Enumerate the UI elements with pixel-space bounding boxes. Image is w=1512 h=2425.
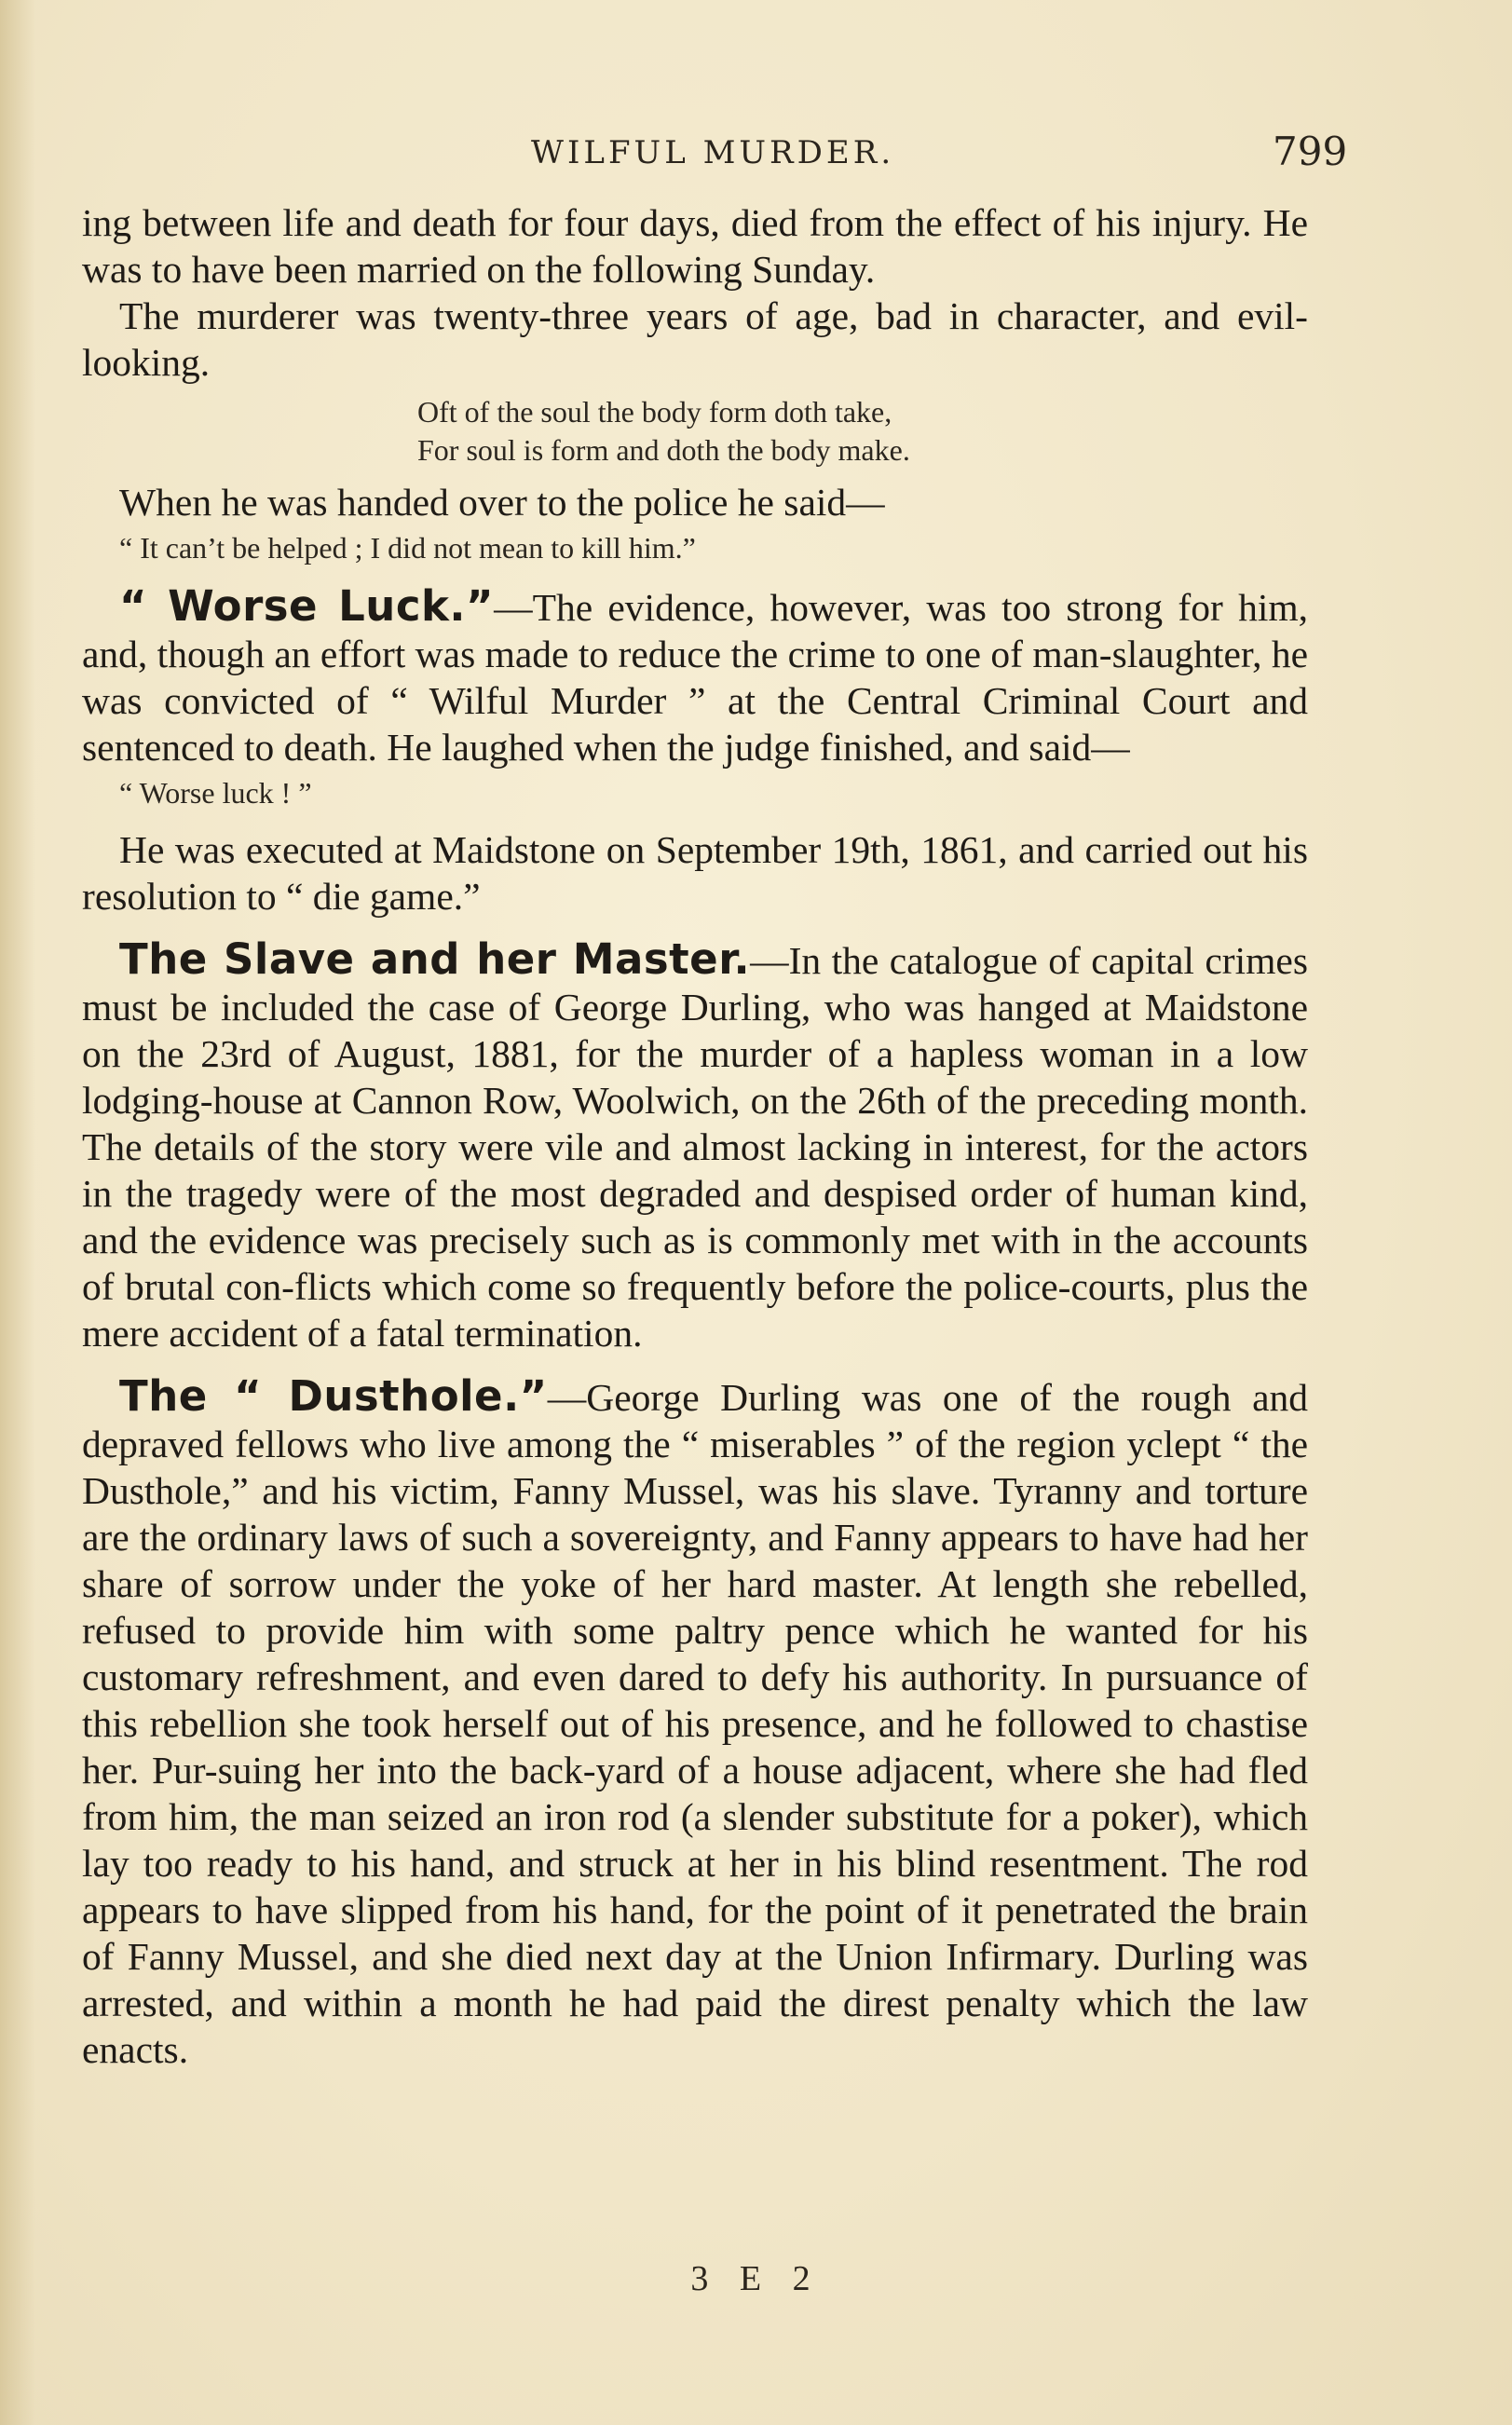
verse-line: For soul is form and doth the body make. bbox=[417, 433, 910, 467]
quotation-worse-luck: “ Worse luck ! ” bbox=[119, 776, 312, 810]
paragraph-continued: ing between life and death for four days, died from the effect of his injury. He was to have been married on the following Sunday. bbox=[82, 201, 1308, 291]
page-gutter-shadow bbox=[0, 0, 35, 2425]
section-heading: “ Worse Luck.” bbox=[119, 581, 495, 631]
paragraph-handed-over: When he was handed over to the police he said— bbox=[119, 481, 885, 524]
signature-mark: 3 E 2 bbox=[690, 2259, 822, 2298]
section-text: —The evidence, however, was too strong for him, and, though an effort was made to reduce the crime to one of man-slaughter, he was convicted of “ Wilful Murder ” at the Central Criminal Court and sentenced to death. He laughed when the judge finished, and said— bbox=[82, 586, 1308, 769]
section-text: —George Durling was one of the rough and depraved fellows who live among the “ miserables ” of the region yclept “ the Dusthole,” and his victim, Fanny Mussel, was his slave. Tyranny and torture are the ordinary laws of such a sovereignty, and Fanny appears to have had her share of sorrow under the yoke of her hard master. At length she rebelled, refused to provide him with some paltry pence which he wanted for his customary refreshment, and even dared to defy his authority. In pursuance of this rebellion she took herself out of his presence, and he followed to chastise her. Pur-suing her into the back-yard of a house adjacent, where she had fled from him, the man seized an iron rod (a slender substitute for a poker), which lay too ready to his hand, and struck at her in his blind resentment. The rod appears to have slipped from his hand, for the point of it penetrated the brain of Fanny Mussel, and she died next day at the Union Infirmary. Durling was arrested, and within a month he had paid the direst penalty which the law enacts. bbox=[82, 1376, 1308, 2071]
running-head: WILFUL MURDER. bbox=[531, 134, 895, 171]
section-worse-luck bbox=[82, 583, 1308, 770]
page-header bbox=[0, 129, 1512, 184]
page-body bbox=[82, 199, 1308, 2073]
section-slave-and-master bbox=[82, 936, 1308, 1356]
section-text: —In the catalogue of capital crimes must be included the case of George Durling, who was hanged at Maidstone on the 23rd of August, 1881, for the murder of a hapless woman in a low lodging-house at Cannon Row, Woolwich, on the 26th of the preceding month. The details of the story were vile and almost lacking in interest, for the actors in the tragedy were of the most degraded and despised order of human kind, and the evidence was precisely such as is commonly met with in the accounts of brutal con-flicts which come so frequently before the police-courts, plus the mere accident of a fatal termination. bbox=[82, 939, 1309, 1355]
paragraph-murderer-description: The murderer was twenty-three years of age, bad in character, and evil-looking. bbox=[82, 294, 1308, 384]
verse-line: Oft of the soul the body form doth take, bbox=[417, 395, 892, 429]
section-dusthole bbox=[82, 1373, 1308, 2073]
quotation-cant-be-helped: “ It can’t be helped ; I did not mean to kill him.” bbox=[119, 531, 696, 565]
section-heading: The Slave and her Master. bbox=[119, 934, 751, 984]
section-heading: The “ Dusthole.” bbox=[119, 1371, 548, 1421]
paragraph-execution: He was executed at Maidstone on September 19th, 1861, and carried out his resolution to “ die game.” bbox=[82, 828, 1308, 918]
verse-quotation bbox=[417, 393, 1308, 470]
page-number: 799 bbox=[1273, 129, 1348, 174]
